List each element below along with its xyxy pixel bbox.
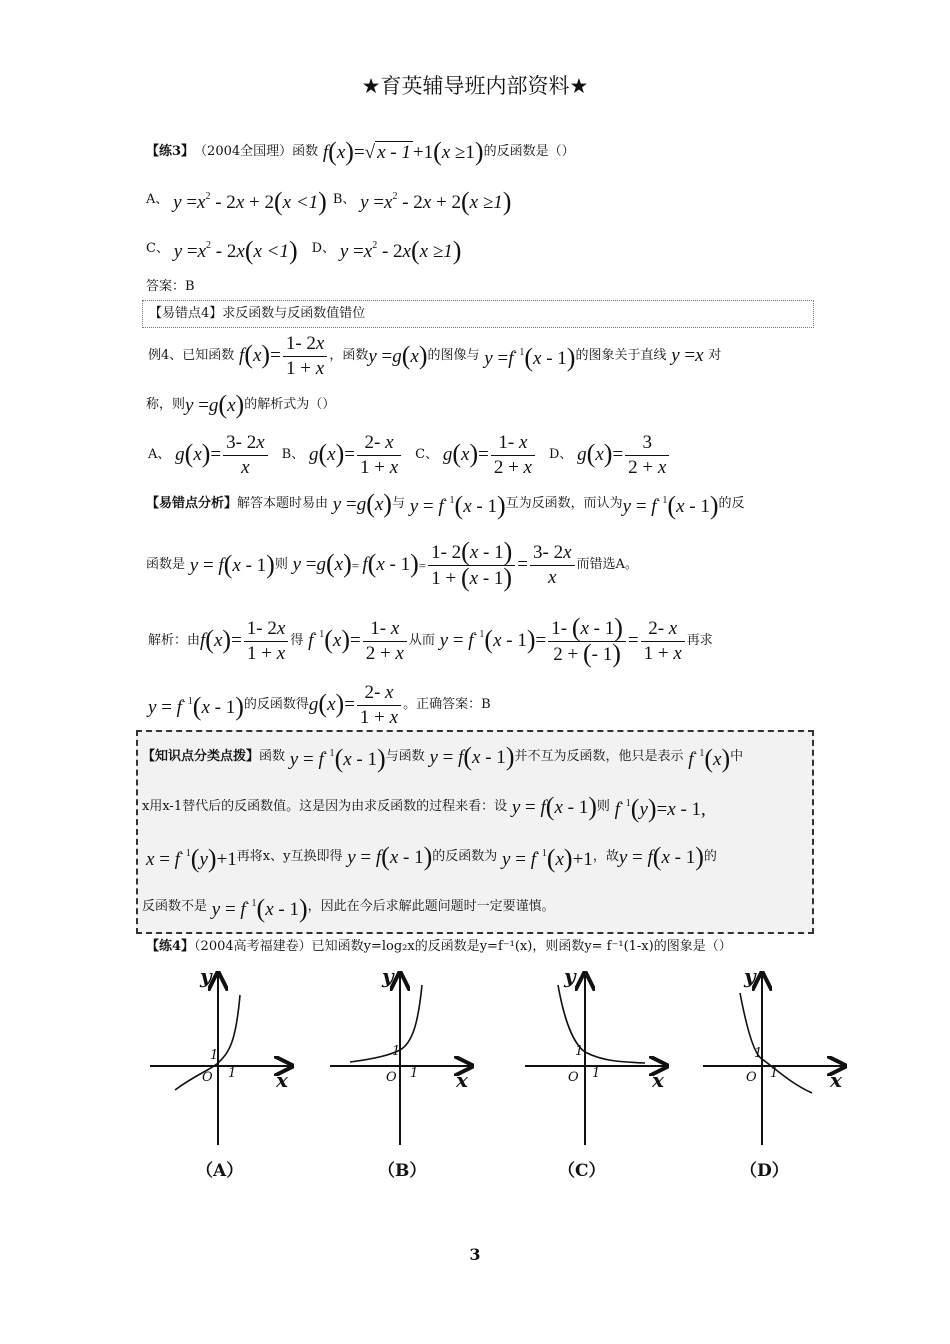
x-label: x [830,1068,842,1092]
formula: y =x [666,345,709,366]
option-d-cond: x ≥1 [419,241,453,262]
example4-options [148,430,671,480]
example4-line2 [146,389,336,419]
formula: g(x)= $\frac{3- 2x}{x}$ [170,432,269,479]
formula: $y =x^2 - 2x(x \ge 1)$ [335,236,462,265]
formula: $y = f^{- 1}(x - 1)=$ $\frac{1- (x - 1)}{2 + (- 1)}$ = $\frac{2- x}{1 + x}$ [435,617,687,666]
exercise3-label: 【练3】 [146,144,195,159]
formula: y =g(x) [185,389,245,419]
text: 的反函数得 [243,697,309,712]
option-b-letter: B、 [281,447,305,462]
y-label: y [744,964,756,988]
origin-label: O [202,1070,213,1085]
solution-line1 [148,612,713,668]
text: 则 [596,799,610,814]
text: 解析：由 [148,633,201,648]
option-b-letter: B、 [332,192,356,207]
knowledge-line3 [146,842,717,872]
text: 的反 [718,496,745,511]
text: 的图像与 [427,348,480,363]
curve [350,985,422,1062]
knowledge-line1 [142,742,743,772]
option-c-letter: C、 [415,447,439,462]
text: 例4、已知函数 [148,348,235,363]
exercise4-text: （2004高考福建卷）已知函数y=log₂x的反函数是y=f⁻¹(x)，则函数y= f⁻¹(1-x)的图象是（） [194,939,732,954]
formula: $f^{- 1}(x)=$ $\frac{1- x}{2 + x}$ [303,618,409,665]
curve [558,985,645,1063]
text: 称，则 [146,397,186,412]
formula: $y = f^{- 1}(x)+1$ [497,844,593,873]
knowledge-label: 【知识点分类点拨】 [142,749,260,764]
x-label: x [652,1068,664,1092]
tick-label: 1 [770,1066,779,1081]
text: 的反函数为 [432,849,498,864]
exercise3-options-cd [146,235,461,263]
graph-d [703,964,843,1145]
text: 与 [391,496,405,511]
text: 再将x、y互换即得 [236,849,343,864]
tick-label: 1 [210,1048,219,1063]
formula: y =g(x) [368,340,428,370]
y-label: y [564,964,576,988]
formula: $y =x^2 - 2x + 2(x <1)$ [168,187,327,216]
solution-line2 [148,680,491,730]
formula: $y = f^{- 1}(x - 1)$ [207,894,308,923]
text: 并不互为反函数，他只是表示 [514,749,684,764]
example4-line1 [148,332,721,380]
formula: $y = f^{- 1}(x - 1)$ [148,692,244,721]
text: 函数是 [146,557,186,572]
graph-a-label: （A） [196,1161,244,1181]
graph-b-label: （B） [378,1161,427,1181]
text: 反函数不是 [142,899,208,914]
pitfall4-box [142,300,814,328]
tick-label: 1 [410,1066,419,1081]
formula: $y = f^{- 1}(x - 1)$ [404,491,506,520]
text: 则 [274,557,288,572]
text: 从而 [408,633,435,648]
text: ，故 [592,849,619,864]
formula: g(x)= $\frac{1- x}{2 + x}$ [438,432,537,479]
formula: f(x)= $\frac{1- 2x}{1 + x}$ [234,333,329,380]
text: 解答本题时易由 [237,496,329,511]
formula: g(x)= $\frac{2- x}{1 + x}$ [309,682,403,729]
graph-b [330,964,470,1145]
origin-label: O [746,1070,757,1085]
text: 与函数 [385,749,425,764]
option-c-letter: C、 [146,241,169,256]
formula: y =g(x)= f(x - 1)= $\frac{1- 2(x - 1)}{1 + (x - 1)}$ = $\frac{3- 2x}{x}$ [288,541,577,590]
text: 对 [708,348,722,363]
text: 中 [730,749,744,764]
y-label: y [382,964,394,988]
analysis-line1 [146,490,745,518]
page-number: 3 [469,1245,481,1264]
exercise3-answer: 答案：B [146,279,195,294]
formula: $x = f^{- 1}(y)+1$ [146,844,237,873]
origin-label: O [386,1070,397,1085]
option-b-cond: x ≥1 [469,192,503,213]
text: 而错选A。 [576,557,638,572]
graph-a [150,964,290,1145]
text: 得 [290,633,304,648]
formula: y = f(x - 1) [424,741,515,771]
graph-c-label: （C） [558,1161,606,1181]
formula: f(x)= $\frac{1- 2x}{1 + x}$ [200,618,290,665]
exercise4-question [146,938,732,956]
formula: $y = f^{- 1}(x - 1)$ [622,491,719,520]
text: ，因此在今后求解此题问题时一定要谨慎。 [307,899,555,914]
formula: $y =x^2 - 2x(x <1)$ [168,236,298,265]
option-a-letter: A、 [146,192,169,207]
formula: y = f(x - 1) [618,841,704,871]
option-d-letter: D、 [548,447,573,462]
formula: $f^{- 1}(x)$ [683,744,731,773]
option-d-letter: D、 [311,241,336,256]
formula: y = f(x - 1) [342,841,433,871]
text: 的图象关于直线 [575,348,667,363]
y-label: y [200,964,212,988]
tick-label: 1 [228,1066,237,1081]
text: 。正确答案：B [403,697,491,712]
option-c-cond: x <1 [253,241,289,262]
text: 互为反函数，而认为 [505,496,623,511]
formula: g(x)= $\frac{3}{2 + x}$ [572,432,671,479]
option-a-letter: A、 [148,447,171,462]
knowledge-line4 [142,892,555,922]
formula: $y =x^2 - 2x + 2(x \ge 1)$ [355,187,512,216]
formula: y = f(x - 1) [507,791,597,821]
graph-d-label: （D） [740,1161,789,1181]
page-title: ★育英辅导班内部资料★ [361,74,589,98]
analysis-label: 【易错点分析】 [146,496,238,511]
exercise3-source: （2004全国理）函数 [194,144,319,159]
formula: y =g(x) [328,488,392,518]
x-label: x [456,1068,468,1092]
formula: $y = f^{- 1}(x - 1)$ [285,744,386,773]
exercise4-label: 【练4】 [146,939,195,954]
formula: y = f(x - 1) [185,549,275,579]
text: x用x-1替代后的反函数值。这是因为由求反函数的过程来看：设 [142,799,508,814]
pitfall4-title: 【易错点4】求反函数与反函数值错位 [149,306,366,321]
exercise3-options-ab [146,186,511,214]
text: ，函数 [329,348,369,363]
exercise3-tail: 的反函数是（） [483,144,575,159]
formula: g(x)= $\frac{2- x}{1 + x}$ [304,432,403,479]
text: 的解析式为（） [244,397,336,412]
x-label: x [276,1068,288,1092]
formula: $f^{- 1}(y)=x - 1$, [609,794,706,823]
formula: f(x)=√ x - 1 +1(x ≥1) [318,136,484,166]
tick-label: 1 [575,1044,584,1059]
text: 函数 [259,749,286,764]
text: 再求 [686,633,713,648]
analysis-line2 [146,536,638,592]
tick-label: 1 [392,1044,401,1059]
text: 的 [703,849,717,864]
origin-label: O [568,1070,579,1085]
graph-options [140,955,860,1185]
graph-c [525,964,665,1145]
formula: $y =f^{- 1}(x - 1)$ [479,343,576,372]
knowledge-line2 [142,792,706,822]
tick-label: 1 [754,1046,763,1061]
tick-label: 1 [592,1066,601,1081]
option-a-cond: x <1 [282,192,319,213]
exercise3-question [146,138,575,166]
